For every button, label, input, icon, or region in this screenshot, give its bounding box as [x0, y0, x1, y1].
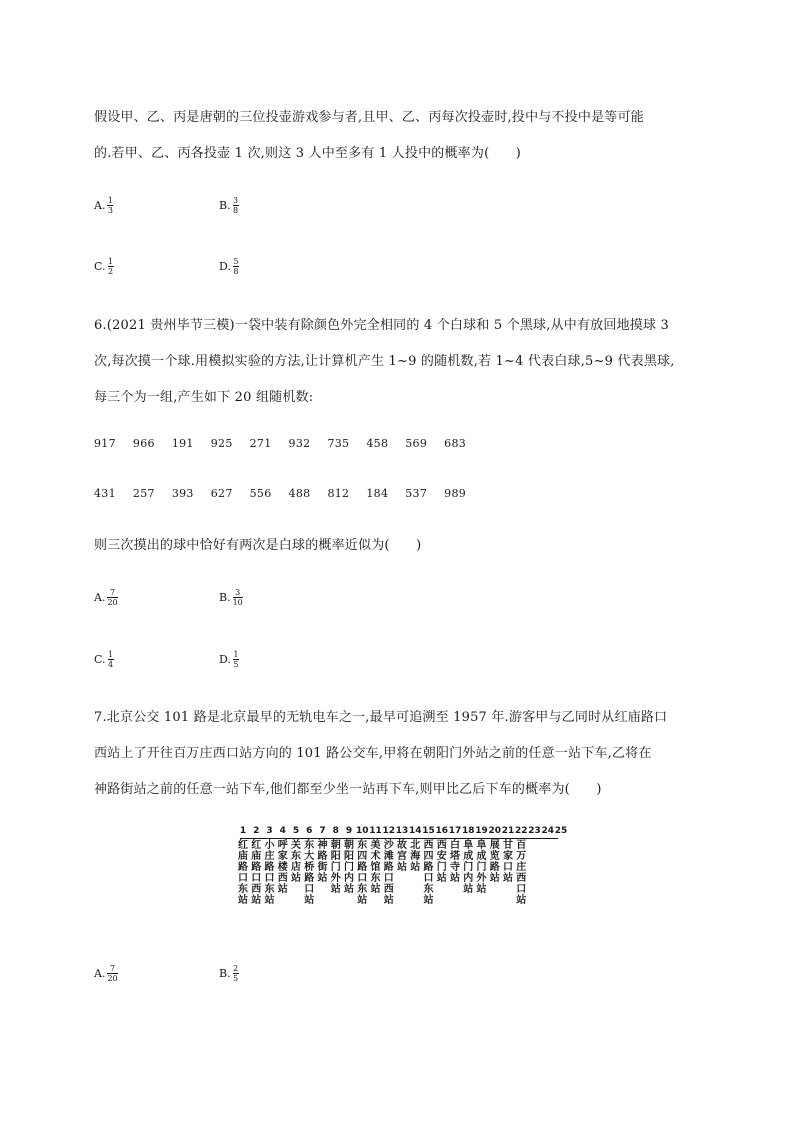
- stop-name: 沙 滩 路 口 西 站: [383, 840, 394, 906]
- stop-number: 23: [528, 826, 541, 836]
- q7-text-line3: 神路街站之前的任意一站下车,他们都至少坐一站再下车,则甲比乙后下车的概率为( ): [94, 782, 602, 797]
- stop-number: 4: [279, 826, 286, 836]
- stop-name: 关 东 店 站: [291, 840, 301, 884]
- bus-route-diagram: [238, 826, 568, 930]
- random-number: 431: [94, 487, 116, 500]
- stop-number: 5: [292, 826, 300, 836]
- stop-number: 18: [461, 826, 475, 836]
- q6-option-b[interactable]: [219, 588, 243, 607]
- stop-number: 13: [395, 826, 409, 836]
- random-number: 683: [444, 437, 467, 450]
- stop-name: 故 宫 站: [397, 840, 407, 873]
- stop-name: 百 万 庄 西 口 站: [516, 840, 527, 906]
- random-number: 627: [210, 487, 233, 500]
- random-number: 569: [405, 437, 428, 450]
- stop-name: 西 四 路 口 东 站: [423, 840, 434, 906]
- stop-name: 东 四 路 口 东 站: [357, 840, 368, 906]
- q7-text-line2: 西站上了开往百万庄西口站方向的 101 路公交车,甲将在朝阳门外站之前的任意一站下车,乙将在: [94, 746, 652, 761]
- stop-name: 北 海 站: [410, 840, 421, 873]
- random-number: 966: [132, 437, 155, 450]
- q7-option-b[interactable]: [219, 964, 239, 983]
- q6-text-line2: 次,每次摸一个球.用模拟实验的方法,让计算机产生 1~9 的随机数,若 1~4 代表白球,5~9 代表黑球,: [94, 354, 675, 369]
- random-numbers-row-2: [94, 487, 483, 500]
- route-line: [240, 838, 558, 839]
- q5-option-d[interactable]: [219, 257, 239, 276]
- random-number: 393: [171, 487, 194, 500]
- stop-number: 11: [369, 826, 382, 836]
- q6-option-d[interactable]: [219, 650, 239, 669]
- option-letter: A.: [94, 199, 106, 212]
- option-letter: B.: [219, 591, 231, 604]
- stop-name: 朝 阳 门 外 站: [330, 840, 341, 895]
- stop-number: 20: [488, 826, 502, 836]
- stop-name: 阜 成 门 外 站: [476, 840, 487, 895]
- random-number: 932: [288, 437, 311, 450]
- q6-text-line1: 6.(2021 贵州毕节三模)一袋中装有除颜色外完全相同的 4 个白球和 5 个黑球,从中有放回地摸球 3: [94, 318, 669, 333]
- fraction: $\frac{3}{8}$: [233, 196, 239, 215]
- stop-number: 8: [332, 826, 339, 836]
- q6-text-line3: 每三个为一组,产生如下 20 组随机数:: [94, 390, 314, 405]
- random-number: 488: [288, 487, 311, 500]
- q5-option-c[interactable]: [94, 257, 114, 276]
- fraction: $\frac{1}{4}$: [107, 650, 114, 669]
- random-number: 271: [249, 437, 272, 450]
- fraction: $\frac{7}{20}$: [107, 964, 118, 983]
- random-number: 925: [210, 437, 233, 450]
- stop-number: 21: [501, 826, 515, 836]
- stop-name: 展 览 路 站: [489, 840, 500, 884]
- stop-number: 9: [345, 826, 353, 836]
- stop-name: 红 庙 路 口 西 站: [251, 840, 262, 906]
- random-number: 735: [327, 437, 350, 450]
- stop-name: 甘 家 口 站: [503, 840, 513, 884]
- random-number: 537: [405, 487, 428, 500]
- q6-option-a[interactable]: [94, 588, 118, 607]
- fraction: $\frac{1}{3}$: [107, 196, 113, 215]
- stop-name: 东 大 桥 路 口 站: [304, 840, 315, 906]
- option-letter: D.: [219, 260, 231, 273]
- q5-text-line2: 的.若甲、乙、丙各投壶 1 次,则这 3 人中至多有 1 人投中的概率为( ): [94, 146, 522, 161]
- stop-number: 6: [306, 826, 313, 836]
- random-number: 917: [94, 437, 116, 450]
- stop-name: 小 庄 路 口 东 站: [264, 840, 275, 906]
- stop-number: 7: [319, 826, 326, 836]
- stop-number: 12: [382, 826, 396, 836]
- stop-number: 1: [239, 826, 247, 836]
- option-letter: A.: [94, 967, 106, 980]
- stop-number: 14: [408, 826, 422, 836]
- fraction: $\frac{1}{5}$: [233, 650, 239, 669]
- fraction: $\frac{1}{2}$: [107, 257, 114, 276]
- random-number: 556: [249, 487, 272, 500]
- random-number: 184: [366, 487, 389, 500]
- option-letter: D.: [219, 653, 231, 666]
- stop-number: 19: [475, 826, 488, 836]
- random-numbers-row-1: [94, 437, 483, 450]
- stop-name: 阜 成 门 内 站: [463, 840, 474, 895]
- stop-name: 神 路 街 站: [317, 840, 328, 884]
- random-number: 812: [327, 487, 350, 500]
- q6-question: 则三次摸出的球中恰好有两次是白球的概率近似为( ): [94, 538, 422, 553]
- stop-number: 2: [253, 826, 260, 836]
- stop-name: 西 安 门 站: [436, 840, 447, 884]
- stop-name: 美 术 馆 东 站: [370, 840, 381, 895]
- stop-number: 15: [422, 826, 435, 836]
- q5-option-a[interactable]: [94, 196, 113, 215]
- random-number: 989: [444, 487, 467, 500]
- random-number: 191: [171, 437, 194, 450]
- option-letter: C.: [94, 260, 106, 273]
- stop-number-row: [239, 826, 568, 836]
- q7-text-line1: 7.北京公交 101 路是北京最早的无轨电车之一,最早可追溯至 1957 年.游客甲与乙同时从红庙路口: [94, 710, 668, 725]
- q7-option-a[interactable]: [94, 964, 118, 983]
- fraction: $\frac{3}{10}$: [232, 588, 243, 607]
- stop-number: 25: [554, 826, 568, 836]
- q5-option-b[interactable]: [219, 196, 239, 215]
- option-letter: B.: [219, 199, 231, 212]
- stop-number: 24: [541, 826, 555, 836]
- stop-name: 朝 阳 门 内 站: [344, 840, 354, 895]
- option-letter: B.: [219, 967, 231, 980]
- stop-name: 白 塔 寺 站: [450, 840, 460, 884]
- stop-number: 17: [448, 826, 462, 836]
- q6-option-c[interactable]: [94, 650, 114, 669]
- stop-number: 10: [355, 826, 369, 836]
- random-number: 257: [132, 487, 155, 500]
- stop-name: 呼 家 楼 西 站: [277, 840, 288, 895]
- fraction: $\frac{5}{8}$: [233, 257, 239, 276]
- q5-text-line1: 假设甲、乙、丙是唐朝的三位投壶游戏参与者,且甲、乙、丙每次投壶时,投中与不投中是等可能: [94, 110, 644, 125]
- stop-number: 16: [435, 826, 449, 836]
- fraction: $\frac{7}{20}$: [107, 588, 118, 607]
- stop-number: 3: [266, 826, 273, 836]
- stop-name: 红 庙 路 口 东 站: [238, 840, 248, 906]
- option-letter: A.: [94, 591, 106, 604]
- option-letter: C.: [94, 653, 106, 666]
- stop-number: 22: [514, 826, 528, 836]
- random-number: 458: [366, 437, 389, 450]
- fraction: $\frac{2}{5}$: [233, 964, 239, 983]
